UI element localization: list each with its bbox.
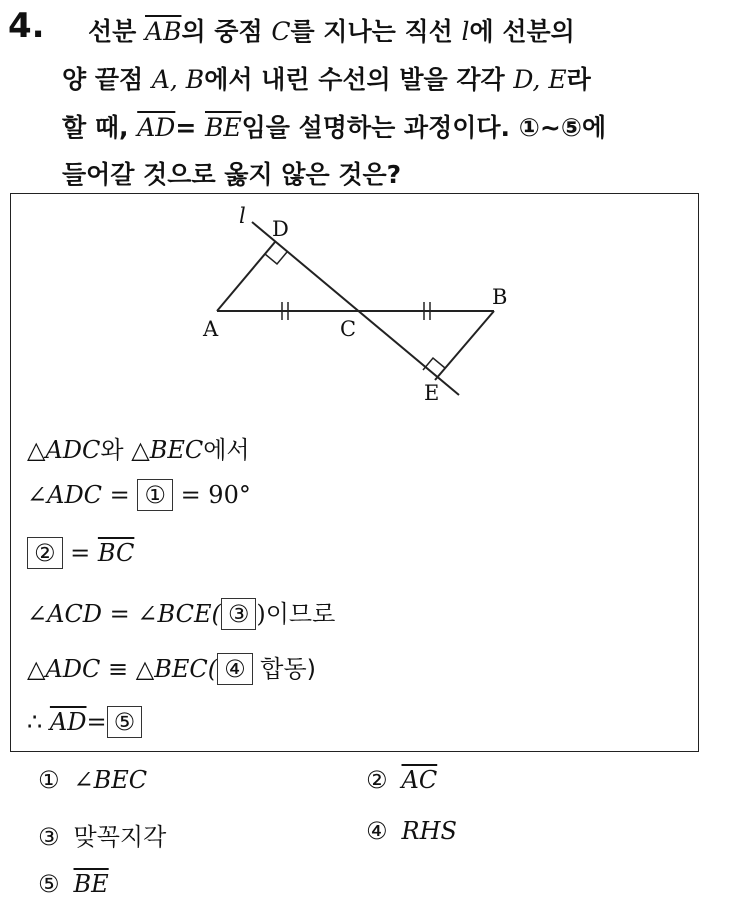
proof-text: 합동): [252, 655, 316, 683]
blank-3: ③: [221, 598, 257, 630]
choice-number: ②: [366, 766, 388, 794]
q-text: 라: [566, 65, 591, 94]
label-e: E: [424, 381, 440, 405]
q-math-ab: A, B: [151, 65, 205, 94]
choice-4[interactable]: [366, 817, 457, 845]
proof-math: = 90°: [172, 481, 251, 509]
proof-box: [10, 193, 699, 752]
choice-number: ⑤: [38, 870, 60, 898]
question-line-3: [62, 108, 606, 144]
label-l: l: [239, 204, 246, 228]
q-text: 들어갈 것으로 옳지 않은 것은?: [62, 160, 402, 189]
q-text: 선분: [88, 17, 146, 46]
blank-1: ①: [137, 479, 173, 511]
segment-ad: [217, 242, 275, 311]
proof-line-6: [27, 706, 142, 738]
q-math-c: C: [271, 17, 291, 46]
proof-math: ∠ACD = ∠BCE(: [27, 600, 221, 628]
line-l: [252, 222, 459, 395]
q-math-ad: $\overline{AD}$: [137, 113, 176, 142]
q-math-de: D, E: [513, 65, 567, 94]
q-text: 를 지나는 직선: [290, 17, 462, 46]
proof-math: △ADC ≡ △BEC(: [27, 655, 218, 683]
choice-text: ∠BEC: [73, 766, 148, 794]
proof-math: ∴: [27, 708, 50, 736]
q-text: 양 끝점: [62, 65, 152, 94]
proof-text: 이므로: [265, 600, 336, 628]
question-number: 4.: [8, 6, 45, 46]
proof-line-1: [27, 430, 250, 465]
segment-be: [435, 311, 494, 380]
blank-4: ④: [217, 653, 253, 685]
choice-text: 맞꼭지각: [73, 823, 167, 851]
proof-math: △BEC: [131, 436, 204, 464]
label-c: C: [340, 317, 357, 341]
right-angle-d: [265, 252, 287, 264]
choice-3[interactable]: [38, 817, 166, 852]
proof-text: 와: [100, 436, 132, 464]
label-a: A: [203, 317, 219, 341]
proof-line-4: [27, 594, 335, 630]
q-text: 의 중점: [181, 17, 272, 46]
proof-math: =: [62, 539, 98, 567]
choice-number: ④: [366, 817, 388, 845]
q-text: 에 선분의: [469, 17, 575, 46]
q-text: 에서 내린 수선의 발을 각각: [204, 65, 514, 94]
q-text: 임을 설명하는 과정이다. ①~⑤에: [241, 113, 607, 142]
q-text: =: [175, 113, 205, 142]
choice-1[interactable]: [38, 766, 147, 794]
proof-math: △ADC: [27, 436, 101, 464]
proof-math: $\overline{AD}$: [49, 708, 87, 736]
blank-5: ⑤: [107, 706, 143, 738]
choice-text: $\overline{BE}$: [73, 870, 109, 898]
question-line-2: [62, 60, 591, 96]
choice-text: $\overline{AC}$: [401, 766, 438, 794]
question-line-4: [62, 155, 401, 191]
proof-math: =: [86, 708, 107, 736]
q-math-l: l: [461, 17, 470, 46]
question-line-1: [88, 12, 575, 48]
proof-math: ∠ADC =: [27, 481, 138, 509]
blank-2: ②: [27, 537, 63, 569]
proof-text: 에서: [203, 436, 250, 464]
proof-math: $\overline{BC}$: [97, 539, 135, 567]
q-math-ab: $\overline{AB}$: [145, 17, 182, 46]
choice-text: RHS: [401, 817, 457, 845]
proof-line-2: [27, 479, 251, 511]
q-text: 할 때,: [62, 113, 138, 142]
choice-number: ①: [38, 766, 60, 794]
label-d: D: [272, 217, 289, 241]
choice-2[interactable]: [366, 766, 437, 794]
choice-number: ③: [38, 823, 60, 851]
proof-line-5: [27, 649, 316, 685]
proof-math: ): [256, 600, 266, 628]
choice-5[interactable]: [38, 870, 109, 898]
geometry-figure: [11, 194, 697, 419]
proof-line-3: [27, 537, 134, 569]
q-math-be: $\overline{BE}$: [204, 113, 242, 142]
label-b: B: [492, 285, 508, 309]
